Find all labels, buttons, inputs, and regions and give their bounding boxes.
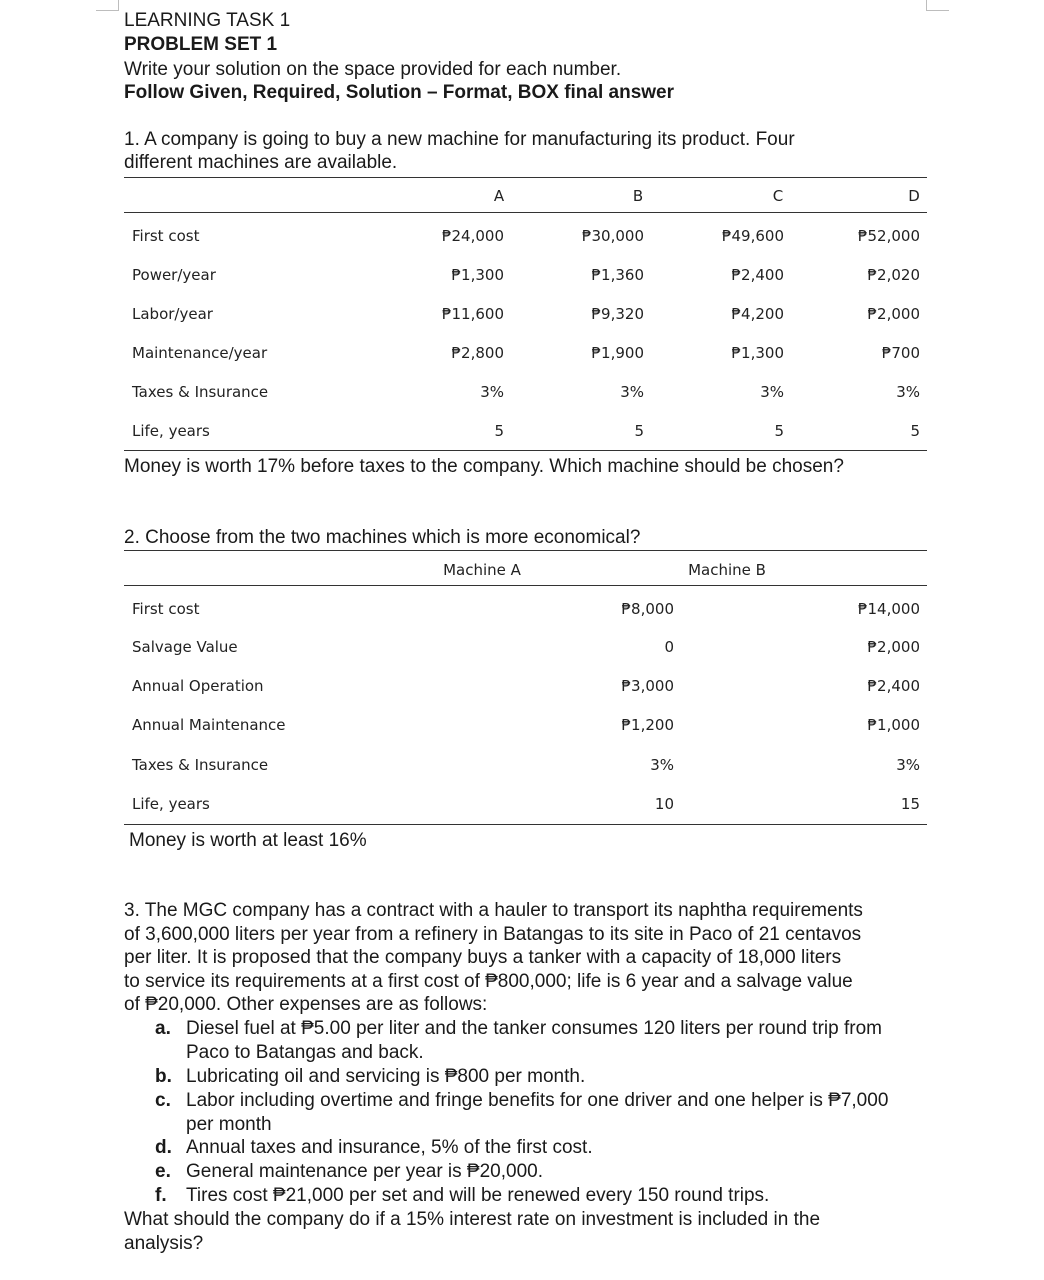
cell-a-first-cost: ₱24,000	[441, 227, 504, 245]
problem1-table	[124, 174, 927, 456]
cell-d-first-cost: ₱52,000	[857, 227, 920, 245]
cell-machine-a-first-cost: ₱8,000	[621, 600, 674, 618]
cell-c-labor: ₱4,200	[731, 305, 784, 323]
expense-letter: d.	[155, 1137, 172, 1158]
row-label-taxes: Taxes & Insurance	[132, 383, 269, 401]
col-header-d: D	[908, 187, 920, 205]
cell-d-labor: ₱2,000	[867, 305, 920, 323]
cell-machine-b-taxes: 3%	[896, 756, 920, 774]
row-label-power: Power/year	[132, 266, 216, 284]
cell-b-taxes: 3%	[620, 383, 644, 401]
cell-machine-a-maintenance: ₱1,200	[621, 716, 674, 734]
cell-machine-b-life: 15	[900, 795, 920, 813]
expense-letter: c.	[155, 1090, 171, 1111]
problem2-note: Money is worth at least 16%	[129, 830, 367, 851]
table-rule-bottom	[124, 450, 927, 451]
cell-machine-b-maintenance: ₱1,000	[867, 716, 920, 734]
cell-a-power: ₱1,300	[451, 266, 504, 284]
row-label-taxes: Taxes & Insurance	[132, 756, 269, 774]
page-corner-left	[96, 0, 119, 11]
problem3-line-1: 3. The MGC company has a contract with a hauler to transport its naphtha requirements	[124, 900, 863, 921]
problem3-line-4: to service its requirements at a first cost of ₱800,000; life is 6 year and a salvage value	[124, 970, 853, 992]
table-rule-top	[124, 177, 927, 178]
row-label-first-cost: First cost	[132, 227, 200, 245]
expense-letter: a.	[155, 1018, 171, 1039]
col-header-machine-b: Machine B	[688, 561, 766, 579]
cell-a-labor: ₱11,600	[441, 305, 504, 323]
cell-c-maintenance: ₱1,300	[731, 344, 784, 362]
cell-d-taxes: 3%	[896, 383, 920, 401]
cell-machine-b-salvage: ₱2,000	[867, 638, 920, 656]
problem3-paragraph	[124, 899, 934, 1017]
cell-b-first-cost: ₱30,000	[581, 227, 644, 245]
instruction-line-2: Follow Given, Required, Solution – Format, BOX final answer	[124, 82, 675, 103]
col-header-a: A	[493, 187, 505, 205]
cell-d-power: ₱2,020	[867, 266, 920, 284]
problem1-intro-line-2: different machines are available.	[124, 152, 398, 173]
problem3-line-3: per liter. It is proposed that the company buys a tanker with a capacity of 18,000 liters	[124, 947, 842, 968]
cell-a-maintenance: ₱2,800	[451, 344, 504, 362]
cell-machine-b-first-cost: ₱14,000	[857, 600, 920, 618]
cell-d-maintenance: ₱700	[881, 344, 920, 362]
problem2-table	[124, 548, 927, 830]
problem1-question: Money is worth 17% before taxes to the company. Which machine should be chosen?	[124, 456, 844, 477]
problem1-intro-line-1: 1. A company is going to buy a new machine for manufacturing its product. Four	[124, 129, 795, 150]
cell-machine-a-taxes: 3%	[650, 756, 674, 774]
problem-set-title: PROBLEM SET 1	[124, 34, 278, 55]
problem3-question-line-1: What should the company do if a 15% interest rate on investment is included in the	[124, 1209, 821, 1230]
expense-text: Diesel fuel at ₱5.00 per liter and the tanker consumes 120 liters per round trip from Paco to Batangas and back.	[186, 1018, 882, 1063]
row-label-labor: Labor/year	[132, 305, 213, 323]
table-rule-top	[124, 550, 927, 551]
expense-text: Labor including overtime and fringe benefits for one driver and one helper is ₱7,000 per month	[186, 1090, 889, 1135]
row-label-life: Life, years	[132, 422, 210, 440]
col-header-machine-a: Machine A	[443, 561, 521, 579]
row-label-salvage: Salvage Value	[132, 638, 238, 656]
cell-a-taxes: 3%	[480, 383, 504, 401]
cell-machine-a-life: 10	[654, 795, 674, 813]
row-label-life: Life, years	[132, 795, 210, 813]
col-header-b: B	[632, 187, 644, 205]
problem2-intro: 2. Choose from the two machines which is more economical?	[124, 527, 641, 548]
expense-letter: e.	[155, 1161, 171, 1182]
cell-machine-a-operation: ₱3,000	[621, 677, 674, 695]
cell-b-labor: ₱9,320	[591, 305, 644, 323]
task-title: LEARNING TASK 1	[124, 10, 291, 31]
expense-text: Lubricating oil and servicing is ₱800 per month.	[186, 1066, 586, 1087]
cell-c-life: 5	[774, 422, 784, 440]
cell-d-life: 5	[910, 422, 920, 440]
page-corner-right	[926, 0, 949, 11]
cell-b-power: ₱1,360	[591, 266, 644, 284]
expense-letter: b.	[155, 1066, 172, 1087]
row-label-maintenance: Annual Maintenance	[132, 716, 286, 734]
expense-text: Tires cost ₱21,000 per set and will be renewed every 150 round trips.	[186, 1185, 770, 1206]
cell-a-life: 5	[494, 422, 504, 440]
cell-c-power: ₱2,400	[731, 266, 784, 284]
cell-c-taxes: 3%	[760, 383, 784, 401]
problem3-line-2: of 3,600,000 liters per year from a refinery in Batangas to its site in Paco of 21 centavos	[124, 923, 862, 945]
row-label-operation: Annual Operation	[132, 677, 264, 695]
cell-b-life: 5	[634, 422, 644, 440]
expense-text: Annual taxes and insurance, 5% of the first cost.	[186, 1137, 593, 1158]
expense-text: General maintenance per year is ₱20,000.	[186, 1161, 543, 1182]
col-header-c: C	[772, 187, 784, 205]
problem3-line-5: of ₱20,000. Other expenses are as follows:	[124, 994, 488, 1015]
instruction-line-1: Write your solution on the space provided for each number.	[124, 59, 622, 80]
expense-letter: f.	[155, 1185, 167, 1206]
cell-b-maintenance: ₱1,900	[591, 344, 644, 362]
table-rule-header	[124, 585, 927, 586]
cell-machine-b-operation: ₱2,400	[867, 677, 920, 695]
cell-c-first-cost: ₱49,600	[721, 227, 784, 245]
problem3-question-line-2: analysis?	[124, 1233, 204, 1254]
row-label-first-cost: First cost	[132, 600, 200, 618]
table-rule-bottom	[124, 824, 927, 825]
row-label-maintenance: Maintenance/year	[132, 344, 268, 362]
table-rule-header	[124, 212, 927, 213]
cell-machine-a-salvage: 0	[664, 638, 674, 656]
